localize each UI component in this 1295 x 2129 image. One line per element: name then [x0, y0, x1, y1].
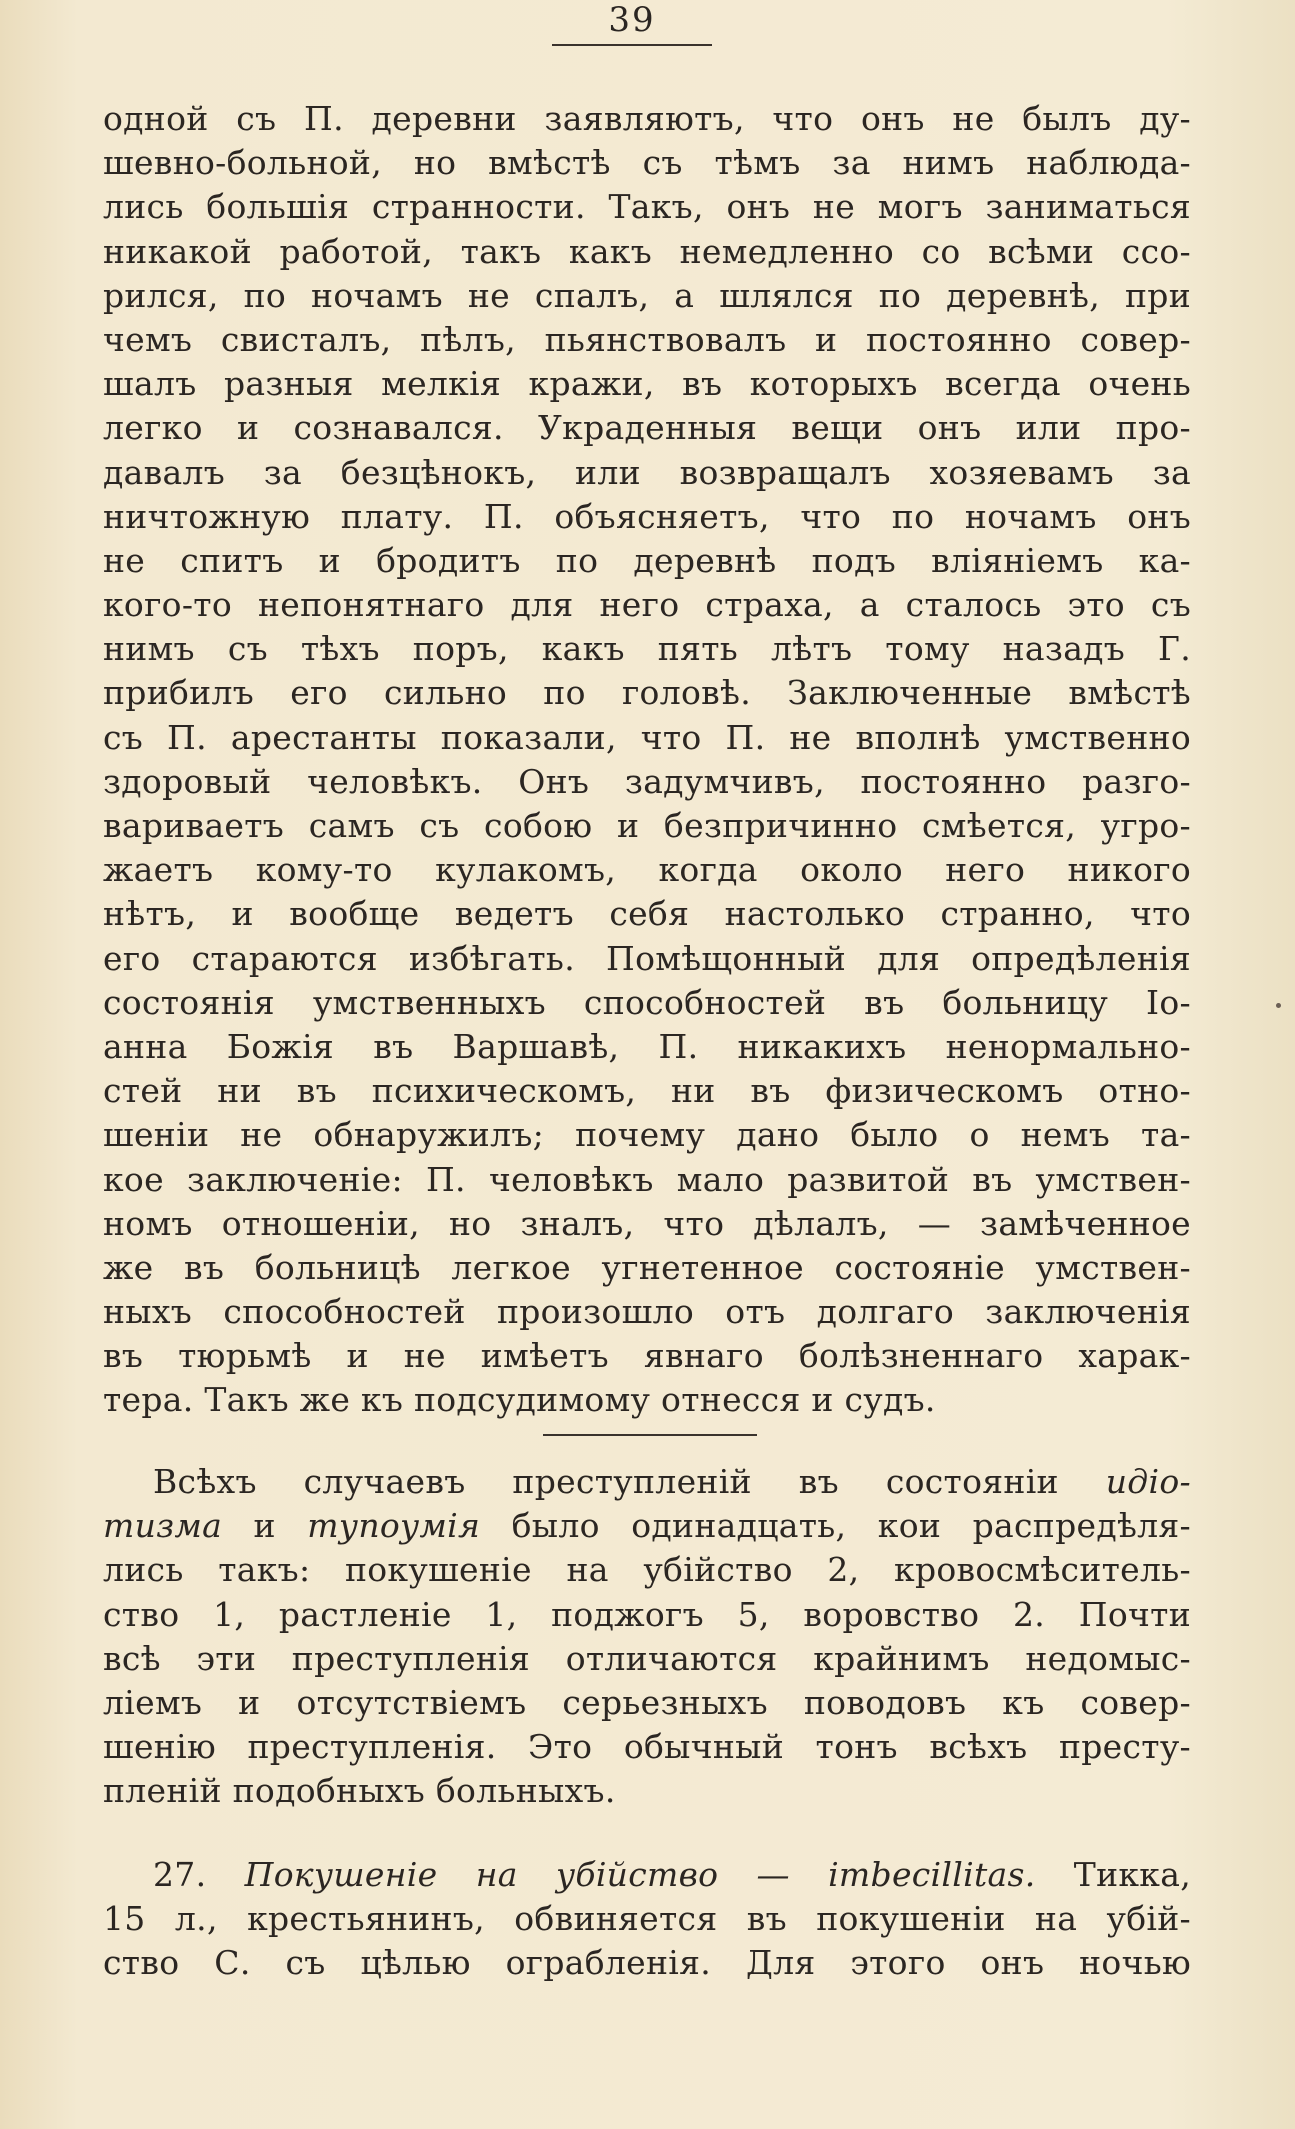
text-line	[103, 1853, 1191, 1897]
text-run: было одинадцать, кои распредѣля-	[480, 1506, 1191, 1546]
text-line: съ П. арестанты показали, что П. не вполнѣ умственно	[103, 717, 1191, 757]
text-line: шалъ разныя мелкія кражи, въ которыхъ всегда очень	[103, 364, 1191, 404]
text-line: ныхъ способностей произошло отъ долгаго заключенія	[103, 1292, 1191, 1332]
text-line: ничтожную плату. П. объясняетъ, что по ночамъ онъ	[103, 496, 1191, 536]
page-number: 39	[552, 0, 712, 46]
text-line: ство 1, растленіе 1, поджогъ 5, воровство 2. Почти	[103, 1594, 1191, 1634]
text-line: лись большія странности. Такъ, онъ не могъ заниматься	[103, 187, 1191, 227]
italic-term: тизма	[103, 1506, 223, 1546]
text-line: одной съ П. деревни заявляютъ, что онъ не былъ ду-	[103, 99, 1191, 138]
text-line: кого-то непонятнаго для него страха, а сталось это съ	[103, 585, 1191, 625]
text-line: въ тюрьмѣ и не имѣетъ явнаго болѣзненнаго харак-	[103, 1336, 1191, 1376]
text-line: лись такъ: покушеніе на убійство 2, кровосмѣситель-	[103, 1550, 1191, 1590]
text-line: чемъ свисталъ, пѣлъ, пьянствовалъ и постоянно совер-	[103, 319, 1191, 359]
text-line: же въ больницѣ легкое угнетенное состояніе умствен-	[103, 1247, 1191, 1287]
text-line: всѣ эти преступленія отличаются крайнимъ недомыс-	[103, 1638, 1191, 1678]
text-line: анна Божія въ Варшавѣ, П. никакихъ ненормально-	[103, 1026, 1191, 1066]
text-line: ство С. съ цѣлью ограбленія. Для этого онъ ночью	[103, 1943, 1191, 1983]
text-line: номъ отношеніи, но зналъ, что дѣлалъ, — замѣченное	[103, 1203, 1191, 1243]
text-line: давалъ за безцѣнокъ, или возвращалъ хозяевамъ за	[103, 452, 1191, 492]
text-line: вариваетъ самъ съ собою и безпричинно смѣется, угро-	[103, 806, 1191, 845]
text-line: шеніи не обнаружилъ; почему дано было о немъ та-	[103, 1115, 1191, 1155]
text-run: Всѣхъ случаевъ преступленій въ состояніи	[153, 1462, 1106, 1501]
text-line: здоровый человѣкъ. Онъ задумчивъ, постоянно разго-	[103, 761, 1191, 801]
text-line: жаетъ кому-то кулакомъ, когда около него никого	[103, 850, 1191, 890]
paragraph-summary	[103, 1460, 1191, 1814]
text-run: и	[222, 1506, 308, 1546]
margin-mark	[1276, 1003, 1281, 1008]
text-line: не спитъ и бродитъ по деревнѣ подъ вліяніемъ ка-	[103, 540, 1191, 580]
text-line: стей ни въ психическомъ, ни въ физическомъ отно-	[103, 1071, 1191, 1111]
text-line: 15 л., крестьянинъ, обвиняется въ покушеніи на убій-	[103, 1899, 1191, 1939]
text-line: ліемъ и отсутствіемъ серьезныхъ поводовъ къ совер-	[103, 1682, 1191, 1722]
text-line: тера. Такъ же къ подсудимому отнесся и судъ.	[103, 1380, 936, 1420]
section-divider	[543, 1434, 757, 1436]
paragraph-case-27	[103, 1853, 1191, 1986]
text-line: нѣтъ, и вообще ведетъ себя настолько странно, что	[103, 894, 1191, 934]
text-line	[103, 1460, 1191, 1504]
text-line: легко и сознавался. Украденныя вещи онъ или про-	[103, 408, 1191, 448]
text-line: рился, по ночамъ не спалъ, а шлялся по деревнѣ, при	[103, 275, 1191, 315]
text-line	[103, 1504, 1191, 1548]
italic-term: тупоумія	[307, 1506, 481, 1546]
text-line: кое заключеніе: П. человѣкъ мало развитой въ умствен-	[103, 1159, 1191, 1199]
paragraph-case-description	[103, 97, 1191, 1423]
text-line: нимъ съ тѣхъ поръ, какъ пять лѣтъ тому назадъ Г.	[103, 629, 1191, 669]
text-line: его стараются избѣгать. Помѣщонный для опредѣленія	[103, 938, 1191, 978]
text-line: шевно-больной, но вмѣстѣ съ тѣмъ за нимъ наблюда-	[103, 143, 1191, 183]
case-number: 27.	[153, 1855, 207, 1894]
text-line: пленій подобныхъ больныхъ.	[103, 1771, 616, 1811]
italic-term: идіо-	[1105, 1462, 1191, 1501]
text-line: шенію преступленія. Это обычный тонъ всѣхъ престу-	[103, 1727, 1191, 1767]
text-line: состоянія умственныхъ способностей въ больницу Іо-	[103, 982, 1191, 1022]
text-run: Тикка,	[1035, 1855, 1191, 1894]
case-heading: Покушеніе на убійство — imbecillitas.	[244, 1855, 1036, 1894]
text-line: никакой работой, такъ какъ немедленно со всѣми ссо-	[103, 231, 1191, 271]
text-line: прибилъ его сильно по головѣ. Заключенные вмѣстѣ	[103, 673, 1191, 713]
